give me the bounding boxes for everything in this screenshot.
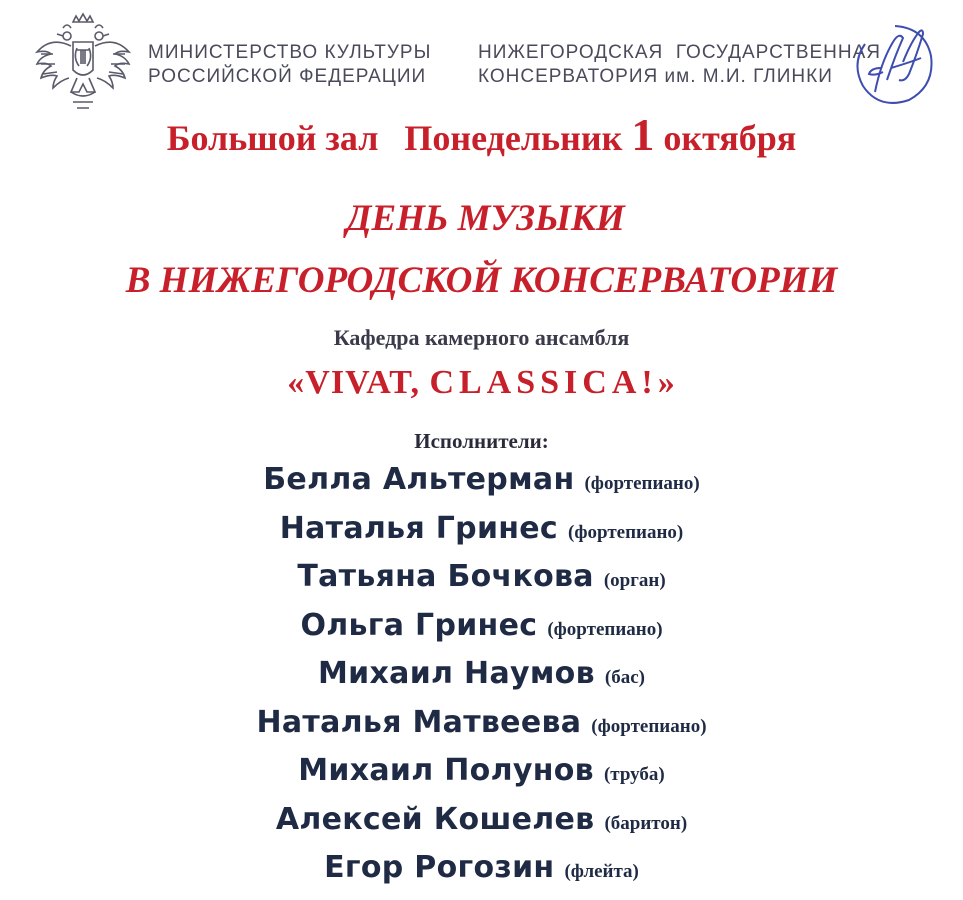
performer-name: Егор Рогозин	[324, 850, 555, 885]
hall-name: Большой зал	[166, 118, 379, 158]
event-title	[0, 193, 963, 307]
performer-instrument: (бас)	[604, 667, 645, 688]
poster-header	[0, 0, 963, 120]
performer-name: Наталья Матвеева	[256, 704, 582, 740]
program-word-2: CLASSICA!	[429, 364, 658, 401]
performer-instrument: (орган)	[603, 570, 666, 591]
title-line-2: В НИЖЕГОРОДСКОЙ КОНСЕРВАТОРИИ	[125, 260, 838, 301]
performer-name: Алексей Кошелев	[275, 801, 595, 837]
performer-instrument: (фортепиано)	[547, 618, 663, 640]
performer-item	[0, 796, 963, 845]
performer-name: Татьяна Бочкова	[297, 559, 594, 594]
performer-instrument: (фортепиано)	[591, 715, 707, 737]
program-open-quote: «	[287, 364, 306, 401]
program-word-1: VIVAT,	[305, 364, 420, 401]
department-name: Кафедра камерного ансамбля	[333, 325, 630, 350]
program-close-quote: »	[657, 364, 676, 401]
performer-item	[0, 747, 963, 796]
performer-instrument: (флейта)	[564, 861, 639, 882]
performer-instrument: (фортепиано)	[568, 521, 684, 543]
ministry-line-1: МИНИСТЕРСТВО КУЛЬТУРЫ	[148, 42, 432, 63]
monogram-logo-icon	[855, 22, 935, 108]
conservatory-line-2: КОНСЕРВАТОРИЯ им. М.И. ГЛИНКИ	[478, 66, 833, 87]
performer-name: Михаил Наумов	[318, 656, 595, 691]
performer-item	[0, 650, 963, 699]
performer-item	[0, 553, 963, 602]
performer-name: Михаил Полунов	[298, 753, 594, 788]
weekday: Понедельник	[404, 118, 623, 158]
conservatory-name	[478, 41, 881, 89]
program-title	[0, 360, 963, 406]
performers-list	[0, 456, 963, 893]
performer-name: Ольга Гринес	[300, 607, 538, 643]
double-headed-eagle-lyre-icon	[33, 12, 133, 116]
performers-label: Исполнители:	[414, 429, 549, 453]
performer-instrument: (баритон)	[604, 812, 688, 834]
conservatory-line-1: НИЖЕГОРОДСКАЯ ГОСУДАРСТВЕННАЯ	[478, 42, 882, 63]
performer-name: Наталья Гринес	[279, 510, 559, 546]
performer-item	[0, 456, 963, 505]
performer-instrument: (фортепиано)	[584, 473, 700, 494]
event-day: 1	[631, 109, 655, 160]
performer-item	[0, 602, 963, 651]
performer-item	[0, 505, 963, 554]
ministry-line-2: РОССИЙСКОЙ ФЕДЕРАЦИИ	[148, 66, 427, 87]
ministry-name	[148, 41, 431, 89]
performer-name: Белла Альтерман	[263, 462, 575, 497]
title-line-1: ДЕНЬ МУЗЫКИ	[346, 198, 625, 239]
performer-instrument: (труба)	[603, 764, 665, 785]
event-month: октября	[663, 118, 797, 158]
performer-item	[0, 699, 963, 748]
event-venue-date	[0, 110, 963, 163]
performer-item	[0, 844, 963, 893]
